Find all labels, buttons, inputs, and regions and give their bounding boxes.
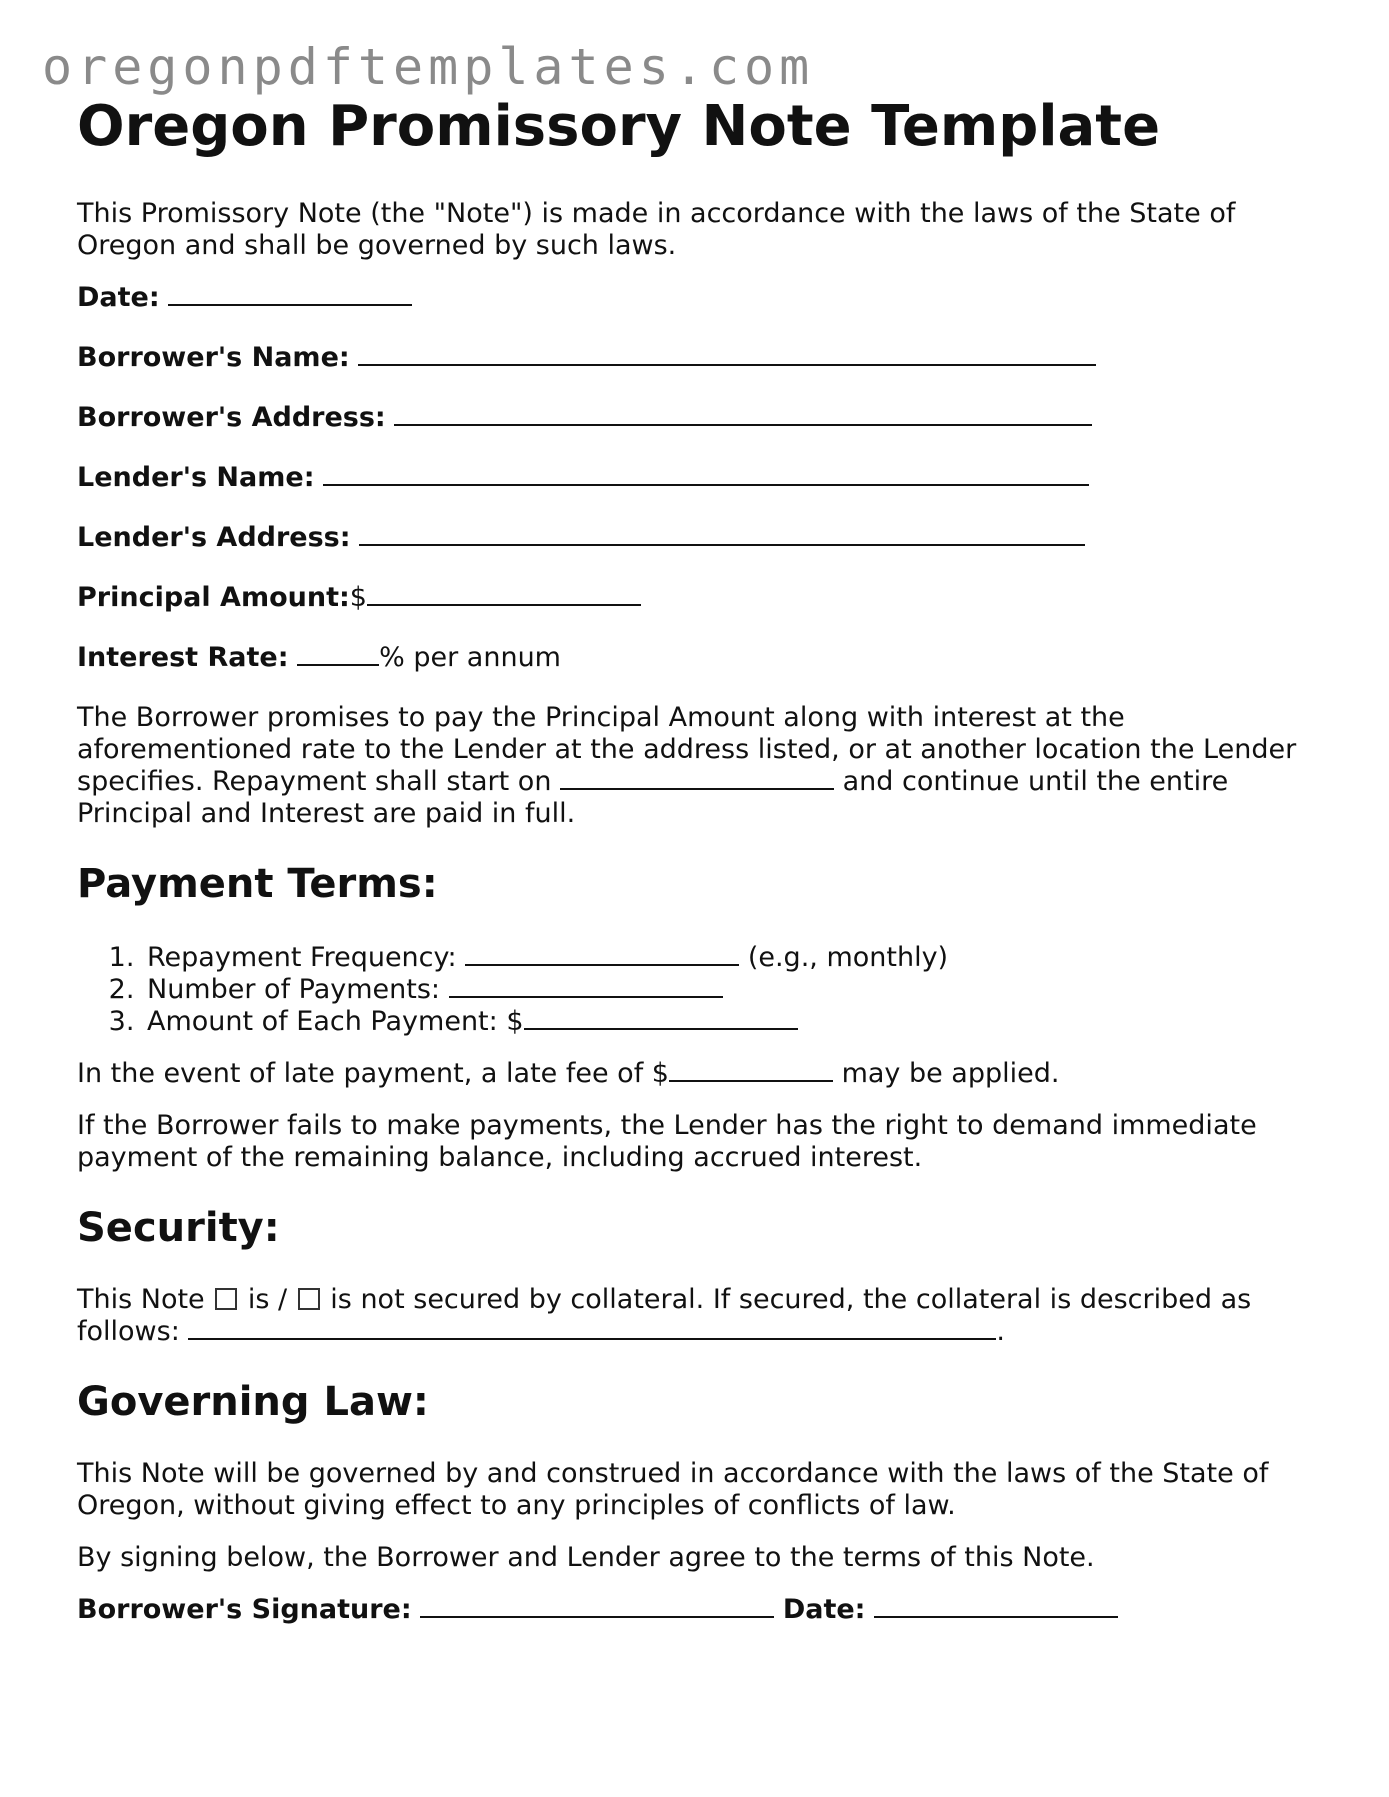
late-fee-blank[interactable] <box>669 1058 833 1082</box>
payment-amount-blank[interactable] <box>524 1006 798 1030</box>
late-fee-text-2: may be applied. <box>841 1058 1060 1090</box>
principal-field <box>77 582 1327 614</box>
security-heading: Security: <box>77 1205 280 1252</box>
signature-date-blank[interactable] <box>874 1594 1118 1618</box>
security-text-end: . <box>996 1316 1005 1348</box>
collateral-blank[interactable] <box>188 1316 996 1340</box>
lender-name-label: Lender's Name: <box>77 462 315 494</box>
list-item <box>143 974 1327 1006</box>
date-label: Date: <box>77 282 160 314</box>
borrower-address-field <box>77 402 1327 434</box>
principal-prefix: $ <box>349 582 367 614</box>
is-secured-checkbox[interactable] <box>215 1288 237 1310</box>
repayment-frequency-hint: (e.g., monthly) <box>747 942 949 974</box>
principal-label: Principal Amount: <box>77 582 350 614</box>
payment-amount-label: Amount of Each Payment: $ <box>147 1006 524 1038</box>
lender-name-field <box>77 462 1327 494</box>
payment-terms-list <box>77 942 1327 1038</box>
borrower-address-label: Borrower's Address: <box>77 402 386 434</box>
borrower-name-label: Borrower's Name: <box>77 342 350 374</box>
borrower-signature-blank[interactable] <box>420 1594 774 1618</box>
interest-label: Interest Rate: <box>77 642 289 674</box>
principal-blank[interactable] <box>367 582 641 606</box>
borrower-address-blank[interactable] <box>394 402 1092 426</box>
payment-terms-heading: Payment Terms: <box>77 861 438 908</box>
date-field <box>77 282 1327 314</box>
list-item <box>143 942 1327 974</box>
borrower-signature-label: Borrower's Signature: <box>77 1594 412 1626</box>
repayment-frequency-label: Repayment Frequency: <box>147 942 457 974</box>
late-fee-text-1: In the event of late payment, a late fee of $ <box>77 1058 669 1090</box>
governing-law-heading: Governing Law: <box>77 1379 429 1426</box>
agreement-paragraph: By signing below, the Borrower and Lender agree to the terms of this Note. <box>77 1542 1095 1574</box>
lender-address-label: Lender's Address: <box>77 522 351 554</box>
lender-address-blank[interactable] <box>359 522 1085 546</box>
repayment-start-blank[interactable] <box>560 766 834 790</box>
number-of-payments-label: Number of Payments: <box>147 974 441 1006</box>
number-of-payments-blank[interactable] <box>449 974 723 998</box>
document-page <box>77 95 1327 1626</box>
page-title: Oregon Promissory Note Template <box>77 94 1161 159</box>
late-fee-paragraph <box>77 1058 1327 1090</box>
lender-name-blank[interactable] <box>323 462 1089 486</box>
watermark: oregonpdftemplates.com <box>42 38 815 96</box>
security-text-2: is not secured by collateral. If secured, the collateral is described as follows: <box>77 1284 1252 1348</box>
interest-suffix: % per annum <box>379 642 561 674</box>
signature-date-label: Date: <box>782 1594 866 1626</box>
promise-text-2: and continue until the entire Principal and Interest are paid in full. <box>77 766 1229 830</box>
borrower-name-blank[interactable] <box>358 342 1096 366</box>
is-not-secured-checkbox[interactable] <box>298 1288 320 1310</box>
lender-address-field <box>77 522 1327 554</box>
security-paragraph <box>77 1284 1322 1348</box>
security-text-1: This Note <box>77 1284 205 1316</box>
list-item <box>143 1006 1327 1038</box>
interest-field <box>77 642 1327 674</box>
repayment-frequency-blank[interactable] <box>465 942 739 966</box>
promise-text-1: The Borrower promises to pay the Principal Amount along with interest at the aforementioned rate to the Lender at the address listed, or at another location the Lender specifies. Repayment shall start on <box>77 702 1297 798</box>
intro-paragraph: This Promissory Note (the "Note") is made in accordance with the laws of the State of Oregon and shall be governed by such laws. <box>77 198 1236 262</box>
default-paragraph: If the Borrower fails to make payments, the Lender has the right to demand immediate payment of the remaining balance, including accrued interest. <box>77 1110 1257 1174</box>
borrower-name-field <box>77 342 1327 374</box>
governing-law-paragraph: This Note will be governed by and construed in accordance with the laws of the State of Oregon, without giving effect to any principles of conflicts of law. <box>77 1458 1269 1522</box>
date-blank[interactable] <box>168 282 412 306</box>
security-is-label: is / <box>247 1284 288 1316</box>
promise-paragraph <box>77 702 1322 830</box>
signature-line <box>77 1594 1327 1626</box>
interest-blank[interactable] <box>297 642 379 666</box>
